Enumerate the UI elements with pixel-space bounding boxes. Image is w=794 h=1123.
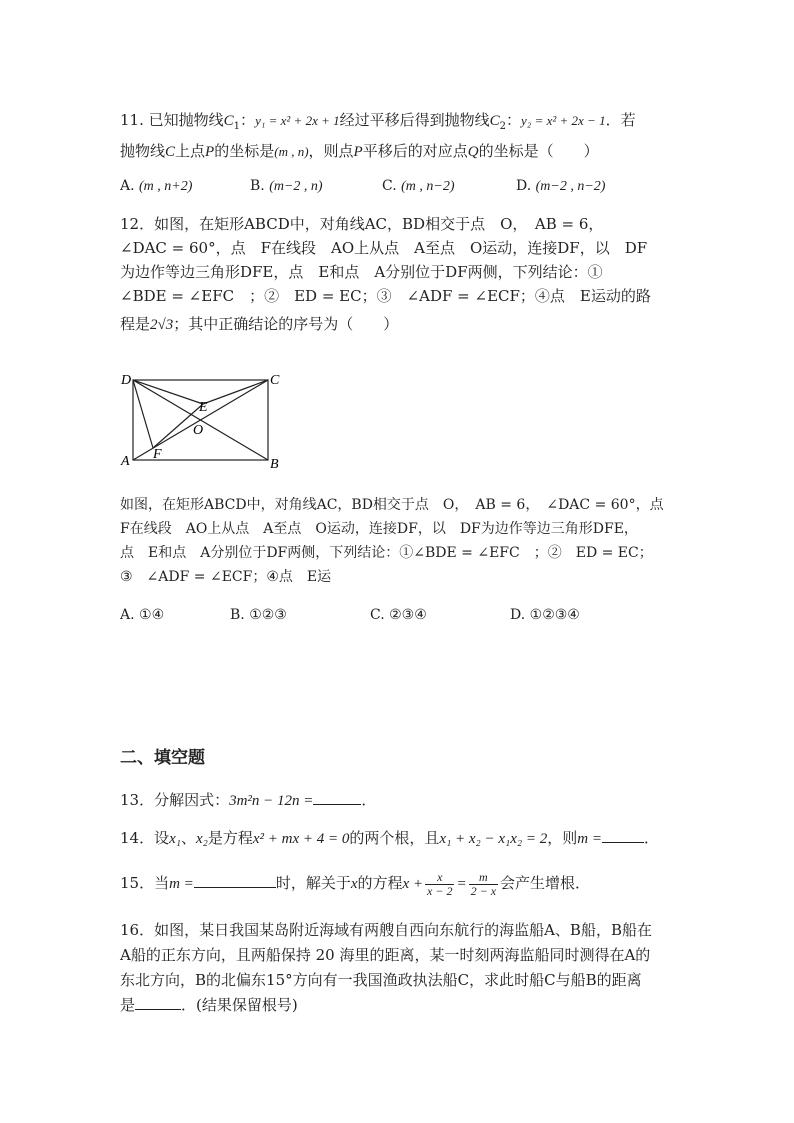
label-c: C xyxy=(270,373,280,388)
q11-equation-2: y₂ = x² + 2x − 1 xyxy=(521,113,606,128)
section-heading: 二、填空题 xyxy=(120,748,205,768)
question-14: 14．设x₁、x₂是方程x² + mx + 4 = 0的两个根，且x₁ + x₂ − x₁x₂ = 2，则m = ． xyxy=(120,829,660,847)
q12-option-a[interactable]: A. ①④ xyxy=(120,607,165,623)
q12-line-3: 为边作等边三角形DFE，点 E和点 A分别位于DF两侧，下列结论：① xyxy=(120,263,603,281)
q12-line-2: ∠DAC = 60°，点 F在线段 AO上从点 A至点 O运动，连接DF，以 DF xyxy=(120,239,648,257)
q11-option-a[interactable]: A. (m , n+2) xyxy=(120,178,193,194)
q12-option-b[interactable]: B. ①②③ xyxy=(230,607,287,623)
q15-answer-blank[interactable] xyxy=(194,873,276,888)
q11-line-1: 11. 已知抛物线$C_1$：y₁ = x² + 2x + 1经过平移后得到抛物线$C_2$：y₂ = x² + 2x − 1．若 xyxy=(120,111,636,132)
q16-answer-blank[interactable] xyxy=(135,995,181,1010)
question-15: 15．当m = 时，解关于x的方程x + $\frac{x}{x - 2}$ = $\frac{m}{2 - x}$ 会产生增根． xyxy=(120,869,591,898)
q15-fraction-2: $\frac{m}{2 - x}$ xyxy=(470,869,497,898)
q11-equation-1: y₁ = x² + 2x + 1 xyxy=(255,113,340,128)
label-a: A xyxy=(121,454,130,469)
question-13: 13．分解因式：3m²n − 12n = ． xyxy=(120,791,377,809)
q12-line-1: 12．如图，在矩形ABCD中，对角线AC，BD相交于点 O， AB = 6， xyxy=(120,215,604,233)
q11-option-b[interactable]: B. (m−2 , n) xyxy=(250,178,323,194)
q12-options xyxy=(120,607,680,629)
q12-repeat: 如图，在矩形ABCD中，对角线AC，BD相交于点 O， AB = 6， ∠DAC = 60°，点 F在线段 AO上从点 A至点 O运动，连接DF，以 DF为边作等边三角形DFE， 点 E和点 A分别位于DF两侧，下列结论：①∠BDE = ∠EFC ；② ED = EC； ③ ∠ADF = ∠ECF；④点 E运 xyxy=(120,497,664,585)
rectangle-figure xyxy=(115,368,285,473)
q11-line-2: 抛物线C上点P的坐标是(m , n)，则点P平移后的对应点Q的坐标是（ ） xyxy=(120,142,599,160)
segment-ec xyxy=(203,380,268,404)
q15-fraction-1: $\frac{x}{x - 2}$ xyxy=(427,869,453,898)
label-b: B xyxy=(270,457,279,472)
q14-answer-blank[interactable] xyxy=(602,828,644,843)
label-e: E xyxy=(199,400,208,415)
question-12 xyxy=(120,212,680,337)
q12-option-c[interactable]: C. ②③④ xyxy=(370,607,427,623)
q13-answer-blank[interactable] xyxy=(313,790,361,805)
q11-option-d[interactable]: D. (m−2 , n−2) xyxy=(516,178,606,194)
label-d: D xyxy=(121,373,132,388)
q11-number: 11. xyxy=(120,111,144,129)
q11-option-c[interactable]: C. (m , n−2) xyxy=(382,178,455,194)
q11-options xyxy=(120,178,680,200)
label-f: F xyxy=(153,447,162,462)
label-o: O xyxy=(193,423,204,438)
question-16: 16．如图，某日我国某岛附近海域有两艘自西向东航行的海监船A、B船，B船在 A船的正东方向，且两船保持 20 海里的距离，某一时刻两海监船同时测得在A的 东北方向，B的北偏东15°方向有一我国渔政执法船C，求此时船C与船B的距离 是 ．(结果保留根号) xyxy=(120,921,652,1014)
question-11 xyxy=(120,108,680,165)
q12-line-4: ∠BDE = ∠EFC ；② ED = EC；③ ∠ADF = ∠ECF；④点 E运动的路 xyxy=(120,287,651,305)
q12-line-5: 程是2√3；其中正确结论的序号为（ ） xyxy=(120,315,399,333)
q12-option-d[interactable]: D. ①②③④ xyxy=(510,607,580,623)
